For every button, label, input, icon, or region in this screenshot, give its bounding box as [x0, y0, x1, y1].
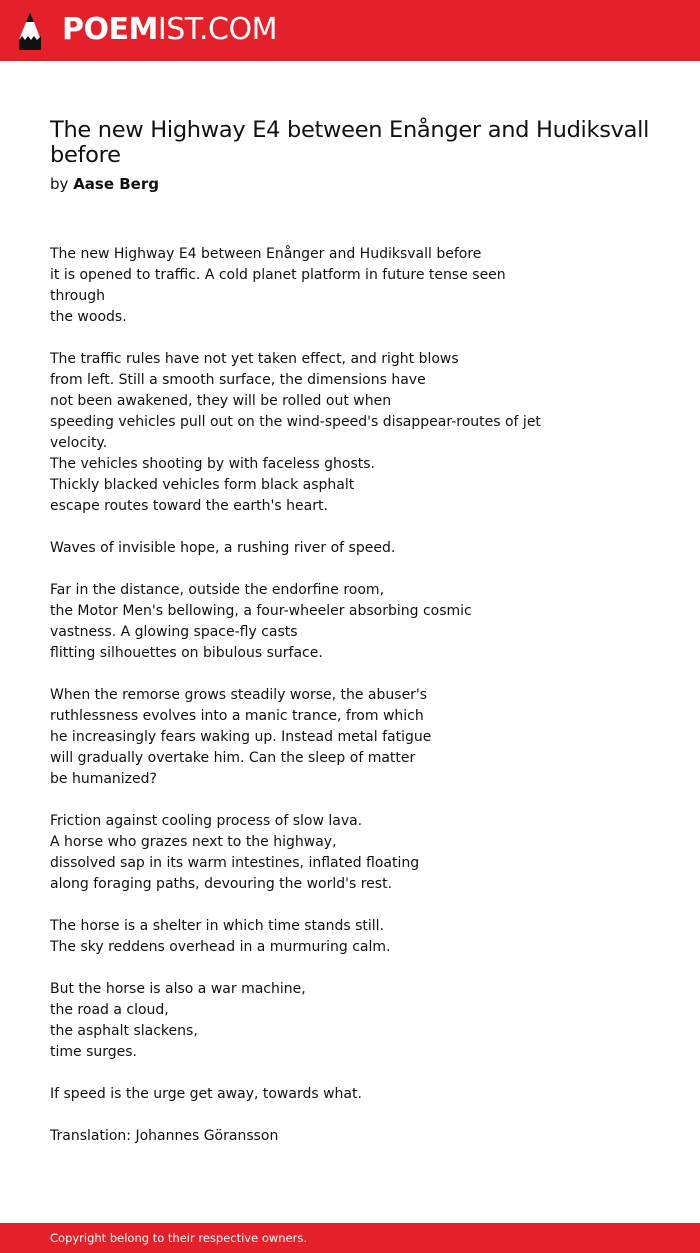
poem-line: The traffic rules have not yet taken effect, and right blows — [50, 351, 459, 367]
poem-line: through — [50, 288, 106, 304]
site-footer — [0, 1223, 700, 1253]
poem-line: be humanized? — [50, 771, 157, 787]
poem-line: will gradually overtake him. Can the sleep of matter — [50, 750, 416, 766]
poem-stanza — [50, 1126, 650, 1147]
poem-line: Translation: Johannes Göransson — [50, 1128, 279, 1144]
poem-line: But the horse is also a war machine, — [50, 981, 306, 997]
poem-line: dissolved sap in its warm intestines, inflated floating — [50, 855, 420, 871]
poem-line: Thickly blacked vehicles form black asphalt — [50, 477, 355, 493]
poem-stanza — [50, 979, 650, 1063]
poem-stanza — [50, 1084, 650, 1105]
poem-line: he increasingly fears waking up. Instead metal fatigue — [50, 729, 432, 745]
copyright-text: Copyright belong to their respective owners. — [50, 1231, 308, 1245]
poem-line: Far in the distance, outside the endorfine room, — [50, 582, 385, 598]
poem-line: velocity. — [50, 435, 108, 451]
poem-line: A horse who grazes next to the highway, — [50, 834, 337, 850]
poem-line: the asphalt slackens, — [50, 1023, 198, 1039]
poem-title: The new Highway E4 between Enånger and Hudiksvall before — [50, 117, 650, 168]
poem-line: from left. Still a smooth surface, the dimensions have — [50, 372, 426, 388]
poem-line: The new Highway E4 between Enånger and Hudiksvall before — [50, 246, 482, 262]
pencil-logo-icon[interactable] — [17, 10, 43, 52]
poem-line: When the remorse grows steadily worse, the abuser's — [50, 687, 428, 703]
byline — [50, 174, 159, 194]
poem-stanza — [50, 244, 650, 328]
poem-line: time surges. — [50, 1044, 138, 1060]
poem-line: speeding vehicles pull out on the wind-speed's disappear-routes of jet — [50, 414, 541, 430]
author-name[interactable]: Aase Berg — [73, 175, 159, 193]
poem-line: it is opened to traffic. A cold planet platform in future tense seen — [50, 267, 506, 283]
poem-line: the Motor Men's bellowing, a four-wheeler absorbing cosmic — [50, 603, 472, 619]
site-header — [0, 0, 700, 61]
poem-stanza — [50, 580, 650, 664]
poem-line: the woods. — [50, 309, 127, 325]
poem-stanza — [50, 811, 650, 895]
poem-line: escape routes toward the earth's heart. — [50, 498, 328, 514]
poem-line: Friction against cooling process of slow lava. — [50, 813, 363, 829]
poem-line: along foraging paths, devouring the world's rest. — [50, 876, 393, 892]
poem-line: not been awakened, they will be rolled out when — [50, 393, 392, 409]
logo-bold-text: POEM — [62, 12, 158, 47]
poem-stanza — [50, 916, 650, 958]
site-logo[interactable] — [62, 12, 277, 48]
poem-line: vastness. A glowing space-fly casts — [50, 624, 298, 640]
poem-line: flitting silhouettes on bibulous surface. — [50, 645, 323, 661]
poem-line: Waves of invisible hope, a rushing river of speed. — [50, 540, 396, 556]
poem-line: The vehicles shooting by with faceless ghosts. — [50, 456, 375, 472]
poem-line: The sky reddens overhead in a murmuring calm. — [50, 939, 391, 955]
poem-line: the road a cloud, — [50, 1002, 169, 1018]
poem-stanza — [50, 349, 650, 517]
poem-line: If speed is the urge get away, towards what. — [50, 1086, 362, 1102]
poem-line: ruthlessness evolves into a manic trance, from which — [50, 708, 424, 724]
by-label: by — [50, 175, 69, 193]
logo-light-text: IST.COM — [157, 12, 277, 47]
poem-stanza — [50, 538, 650, 559]
poem-line: The horse is a shelter in which time stands still. — [50, 918, 384, 934]
poem-body — [50, 244, 650, 1168]
poem-stanza — [50, 685, 650, 790]
